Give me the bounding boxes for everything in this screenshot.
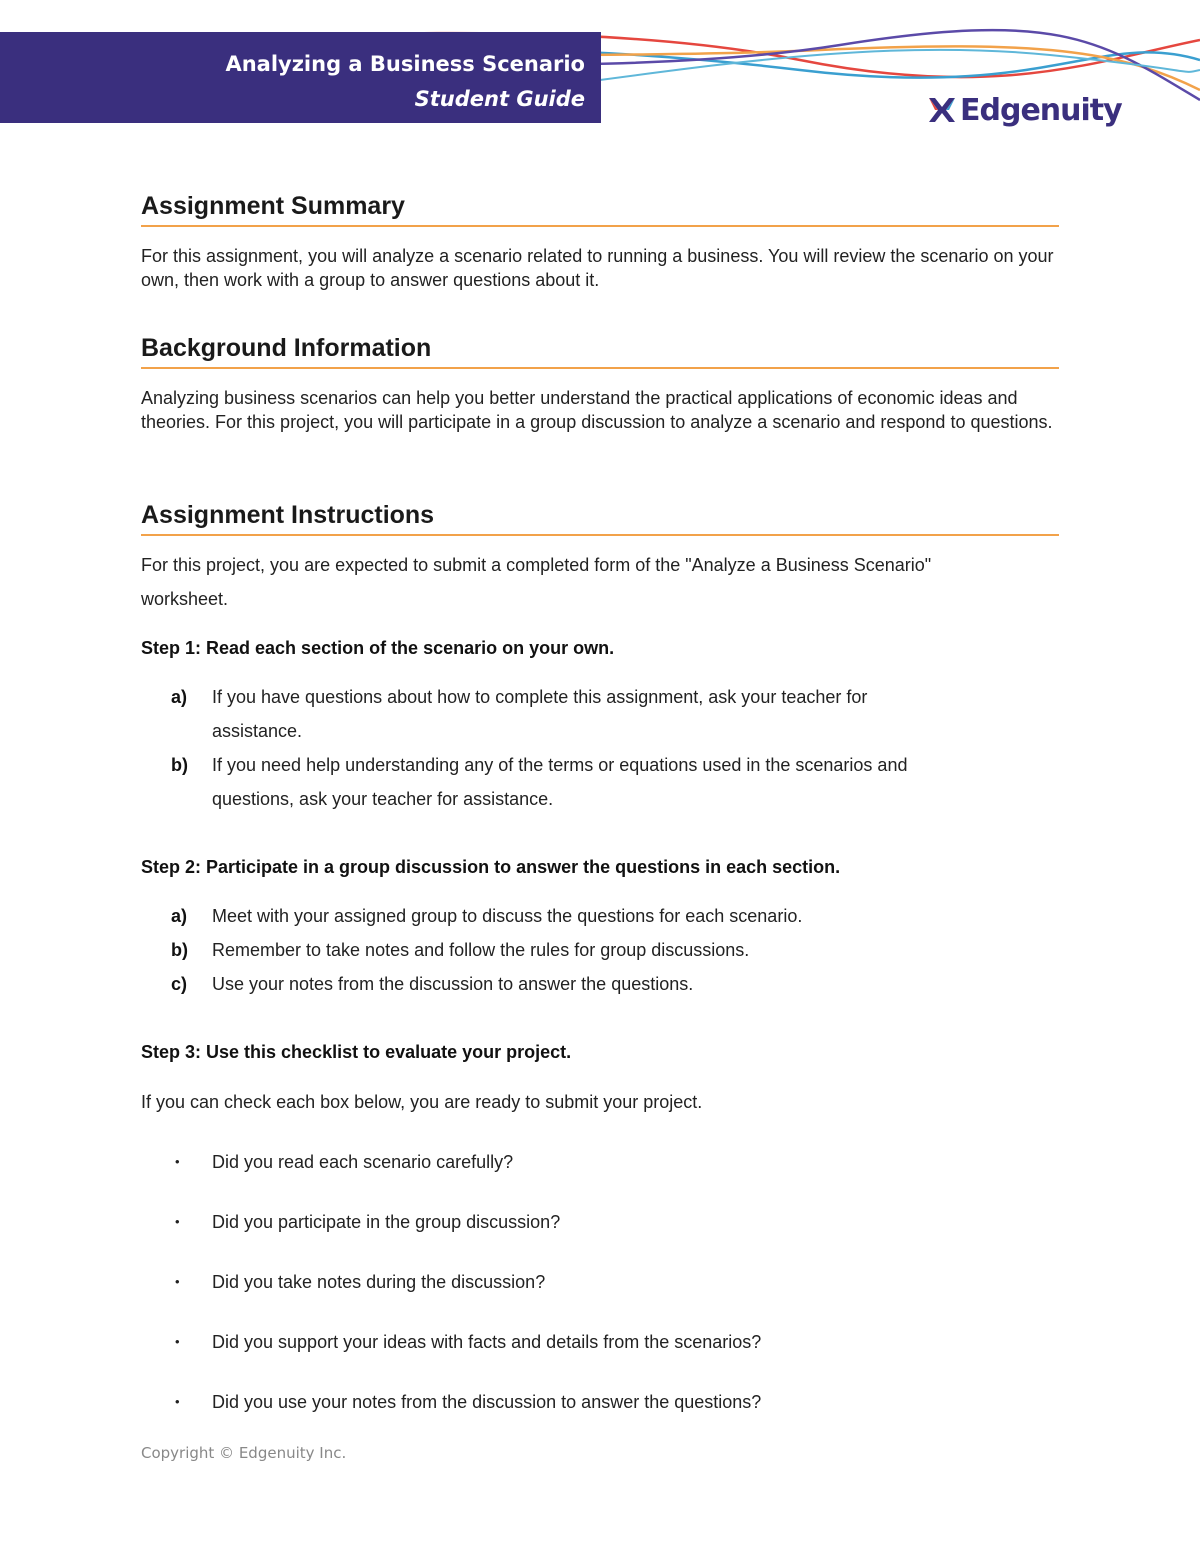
item-text: Meet with your assigned group to discuss the questions for each scenario.: [212, 906, 803, 926]
item-text: Remember to take notes and follow the rules for group discussions.: [212, 940, 750, 960]
bullet-icon: •: [175, 1394, 180, 1409]
step-1-item: [171, 748, 991, 816]
item-label: c): [171, 974, 188, 994]
step-1-item: [171, 680, 991, 748]
checklist-text: Did you support your ideas with facts and details from the scenarios?: [212, 1332, 762, 1352]
step-1-title: Step 1: Read each section of the scenario on your own.: [141, 638, 615, 658]
title-banner: [0, 32, 601, 123]
step-3-title: Step 3: Use this checklist to evaluate your project.: [141, 1042, 572, 1062]
item-label: b): [171, 755, 188, 775]
item-label: a): [171, 906, 188, 926]
step-2-item: [171, 899, 991, 933]
bullet-icon: •: [175, 1334, 180, 1349]
copyright-footer: Copyright © Edgenuity Inc.: [141, 1444, 347, 1462]
item-text: If you have questions about how to complete this assignment, ask your teacher for assistance.: [212, 687, 868, 741]
item-text: If you need help understanding any of the terms or equations used in the scenarios and questions, ask your teacher for assistance.: [212, 755, 908, 809]
instructions-intro: For this project, you are expected to submit a completed form of the "Analyze a Business Scenario" worksheet.: [141, 555, 932, 609]
edgenuity-logo: [926, 92, 1122, 128]
checklist-text: Did you read each scenario carefully?: [212, 1152, 514, 1172]
summary-text: For this assignment, you will analyze a scenario related to running a business. You will review the scenario on your own, then work with a group to answer questions about it.: [141, 246, 1054, 290]
item-label: b): [171, 940, 188, 960]
step-2-item: [171, 967, 991, 1001]
bullet-icon: •: [175, 1214, 180, 1229]
document-title: Analyzing a Business Scenario: [225, 52, 585, 76]
step-2-item: [171, 933, 991, 967]
checklist-item: [175, 1390, 761, 1414]
checklist-item: [175, 1210, 560, 1234]
checklist-item: [175, 1330, 761, 1354]
logo-wordmark: Edgenuity: [960, 92, 1122, 128]
instructions-heading: Assignment Instructions: [141, 501, 1059, 536]
page-header: [0, 0, 1200, 140]
checklist-intro: If you can check each box below, you are ready to submit your project.: [141, 1092, 703, 1112]
bullet-icon: •: [175, 1154, 180, 1169]
item-label: a): [171, 687, 188, 707]
background-heading: Background Information: [141, 334, 1059, 369]
document-subtitle: Student Guide: [414, 87, 585, 111]
checklist-text: Did you use your notes from the discussion to answer the questions?: [212, 1392, 762, 1412]
summary-heading: Assignment Summary: [141, 192, 1059, 227]
x-logo-icon: [926, 94, 958, 126]
step-2-title: Step 2: Participate in a group discussion to answer the questions in each section.: [141, 857, 841, 877]
checklist-item: [175, 1150, 513, 1174]
checklist-item: [175, 1270, 545, 1294]
bullet-icon: •: [175, 1274, 180, 1289]
background-text: Analyzing business scenarios can help you better understand the practical applications of economic ideas and theories. For this project, you will participate in a group discussion to analyze a scenario and respond to questions.: [141, 388, 1053, 432]
checklist-text: Did you participate in the group discussion?: [212, 1212, 561, 1232]
item-text: Use your notes from the discussion to answer the questions.: [212, 974, 694, 994]
checklist-text: Did you take notes during the discussion?: [212, 1272, 546, 1292]
